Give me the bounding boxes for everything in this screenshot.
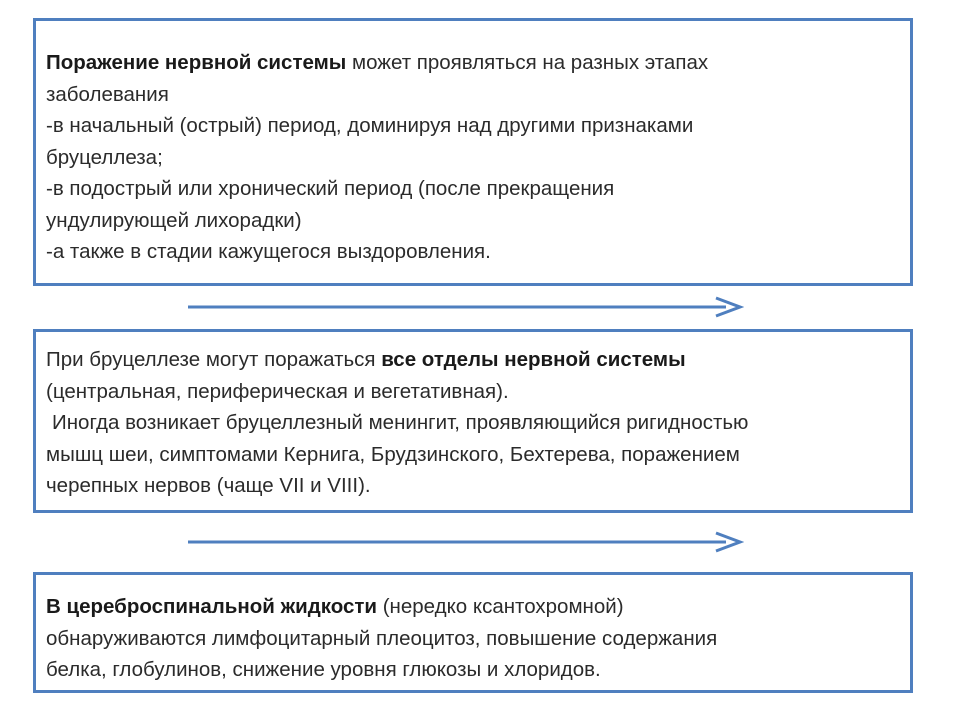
box3-line-1 bbox=[46, 591, 900, 623]
box1-line-6: ундулирующей лихорадки) bbox=[46, 208, 302, 232]
box2-line-4: мышц шеи, симптомами Кернига, Брудзинского, Бехтерева, поражением bbox=[46, 442, 740, 466]
box1-line-7: -а также в стадии кажущегося выздоровления. bbox=[46, 240, 491, 263]
box2-line-2: (центральная, периферическая и вегетативная). bbox=[46, 379, 509, 403]
info-box-csf-findings bbox=[33, 572, 913, 693]
box3-line-1-rest: (нередко ксантохромной) bbox=[377, 595, 624, 618]
info-box-nervous-system-damage bbox=[33, 18, 913, 286]
box1-line-1-rest: может проявляться на разных этапах bbox=[346, 51, 709, 74]
box1-line-4: бруцеллеза; bbox=[46, 145, 163, 169]
box1-line-2: заболевания bbox=[46, 82, 169, 106]
box3-line-2: обнаруживаются лимфоцитарный плеоцитоз, повышение содержания bbox=[46, 626, 718, 650]
box2-line-3: Иногда возникает бруцеллезный менингит, проявляющийся ригидностью bbox=[52, 411, 749, 434]
box2-line-5: черепных нервов (чаще VII и VIII). bbox=[46, 474, 371, 497]
flow-arrow-1 bbox=[188, 295, 744, 319]
box3-bold-heading: В цереброспинальной жидкости bbox=[46, 595, 378, 618]
info-box-affected-divisions bbox=[33, 329, 913, 513]
box2-line-1-pre: При бруцеллезе могут поражаться bbox=[46, 348, 382, 371]
box1-line-3: -в начальный (острый) период, доминируя над другими признаками bbox=[46, 114, 694, 137]
box1-line-1 bbox=[46, 47, 900, 79]
box1-line-5: -в подострый или хронический период (после прекращения bbox=[46, 177, 615, 200]
box2-line-1 bbox=[46, 344, 900, 376]
box2-bold-phrase: все отделы нервной системы bbox=[381, 348, 686, 371]
flow-arrow-2 bbox=[188, 530, 744, 554]
box1-bold-heading: Поражение нервной системы bbox=[46, 51, 347, 74]
box3-line-3: белка, глобулинов, снижение уровня глюкозы и хлоридов. bbox=[46, 658, 601, 681]
